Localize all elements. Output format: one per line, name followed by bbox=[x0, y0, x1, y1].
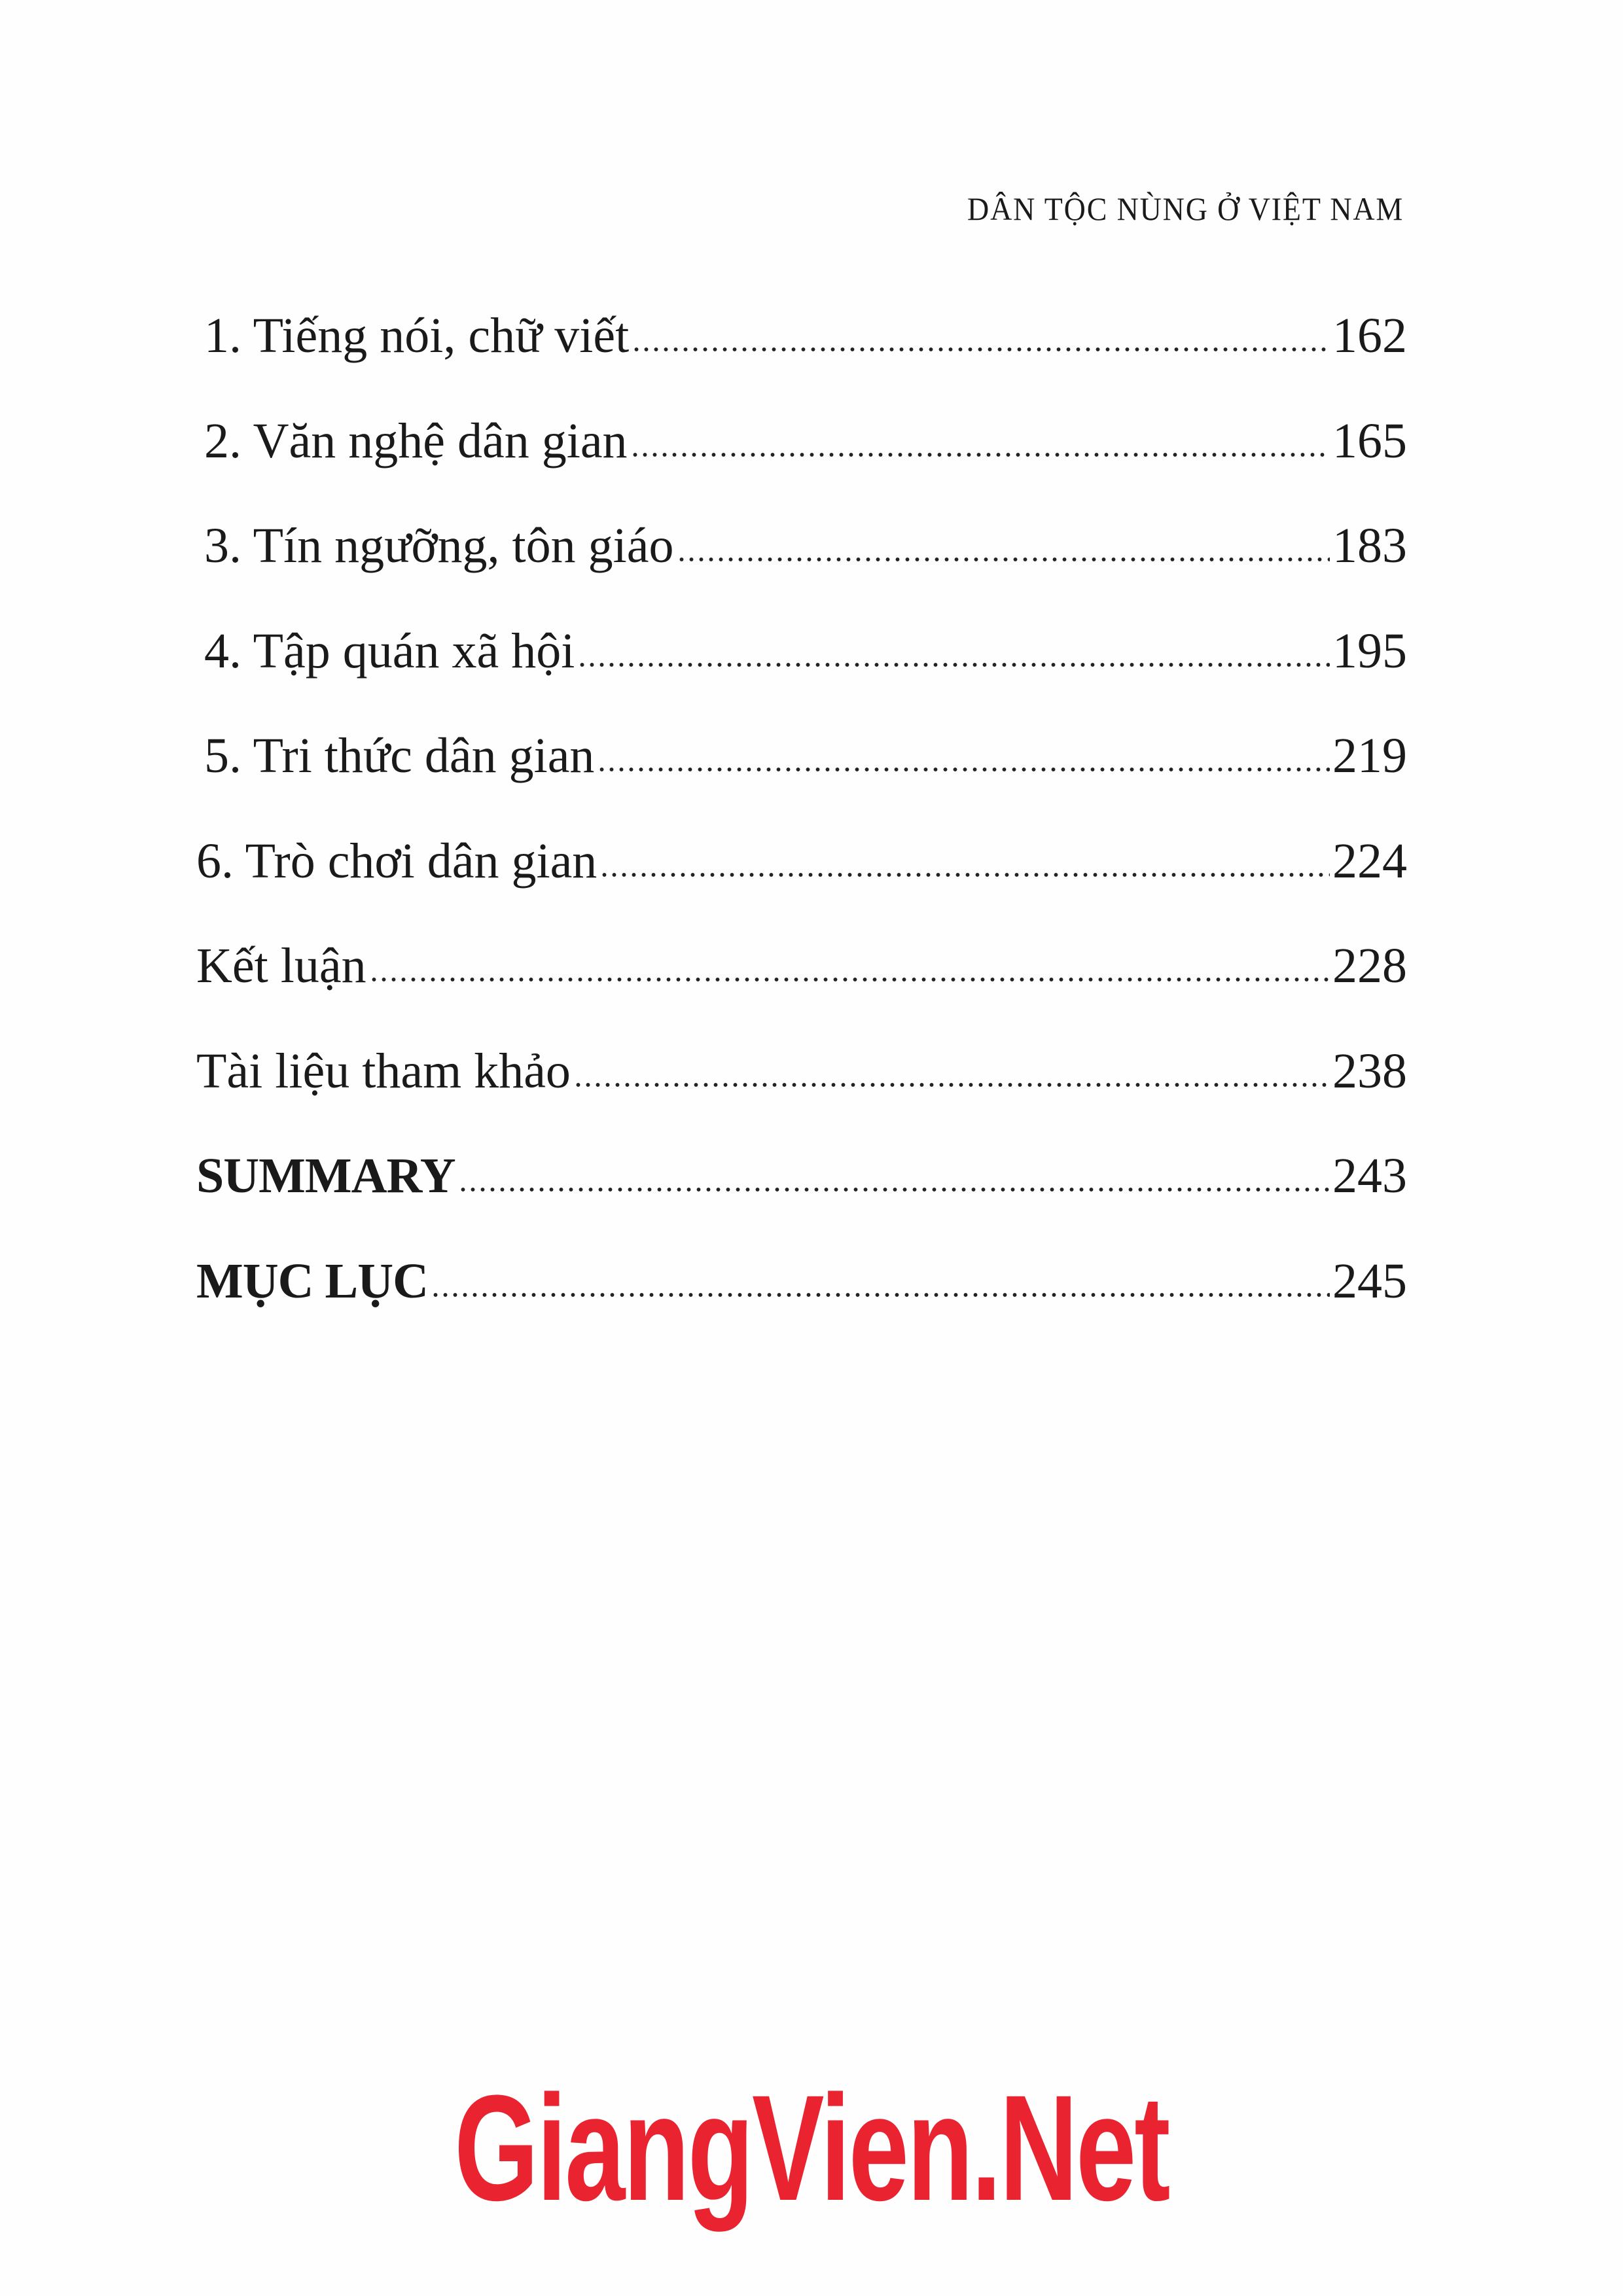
toc-entry-title: MỤC LỤC bbox=[196, 1253, 428, 1309]
toc-entry-page: 224 bbox=[1332, 833, 1407, 889]
toc-entry-title: 3. Tín ngưỡng, tôn giáo bbox=[204, 518, 674, 573]
dot-leader bbox=[577, 662, 1330, 667]
dot-leader bbox=[677, 557, 1330, 562]
toc-entry-title: 4. Tập quán xã hội bbox=[204, 623, 575, 679]
toc-entry bbox=[196, 308, 1407, 413]
toc-entry bbox=[196, 1253, 1407, 1358]
toc-entry-title: Tài liệu tham khảo bbox=[196, 1043, 571, 1099]
toc-entry bbox=[196, 728, 1407, 833]
dot-leader bbox=[597, 767, 1330, 772]
toc-entry-page: 162 bbox=[1332, 308, 1407, 363]
toc-entry-title: 5. Tri thức dân gian bbox=[204, 728, 595, 783]
toc-entry-page: 165 bbox=[1332, 413, 1407, 468]
dot-leader bbox=[599, 872, 1330, 877]
watermark-text: GiangVien.Net bbox=[454, 2064, 1169, 2232]
toc-entry-page: 195 bbox=[1332, 623, 1407, 679]
dot-leader bbox=[573, 1082, 1330, 1087]
toc-entry bbox=[196, 1043, 1407, 1148]
toc-entry-title: SUMMARY bbox=[196, 1148, 455, 1203]
toc-entry-page: 243 bbox=[1332, 1148, 1407, 1203]
toc-entry bbox=[196, 938, 1407, 1043]
toc-entry-page: 183 bbox=[1332, 518, 1407, 573]
dot-leader bbox=[632, 347, 1330, 352]
dot-leader bbox=[369, 977, 1330, 982]
watermark bbox=[0, 2061, 1623, 2234]
toc-entry-page: 238 bbox=[1332, 1043, 1407, 1099]
toc-entry-title: 1. Tiếng nói, chữ viết bbox=[204, 308, 630, 363]
dot-leader bbox=[630, 452, 1330, 457]
dot-leader bbox=[431, 1292, 1330, 1298]
table-of-contents bbox=[196, 308, 1407, 1358]
toc-entry-title: Kết luận bbox=[196, 938, 366, 993]
toc-entry-title: 6. Trò chơi dân gian bbox=[196, 833, 597, 889]
toc-entry bbox=[196, 1148, 1407, 1253]
toc-entry-page: 219 bbox=[1332, 728, 1407, 783]
dot-leader bbox=[458, 1187, 1330, 1192]
toc-entry-title: 2. Văn nghệ dân gian bbox=[204, 413, 628, 468]
toc-entry bbox=[196, 833, 1407, 938]
toc-entry bbox=[196, 518, 1407, 623]
toc-entry bbox=[196, 413, 1407, 518]
toc-entry-page: 245 bbox=[1332, 1253, 1407, 1309]
toc-entry-page: 228 bbox=[1332, 938, 1407, 993]
toc-entry bbox=[196, 623, 1407, 728]
running-header: DÂN TỘC NÙNG Ở VIỆT NAM bbox=[967, 190, 1404, 227]
